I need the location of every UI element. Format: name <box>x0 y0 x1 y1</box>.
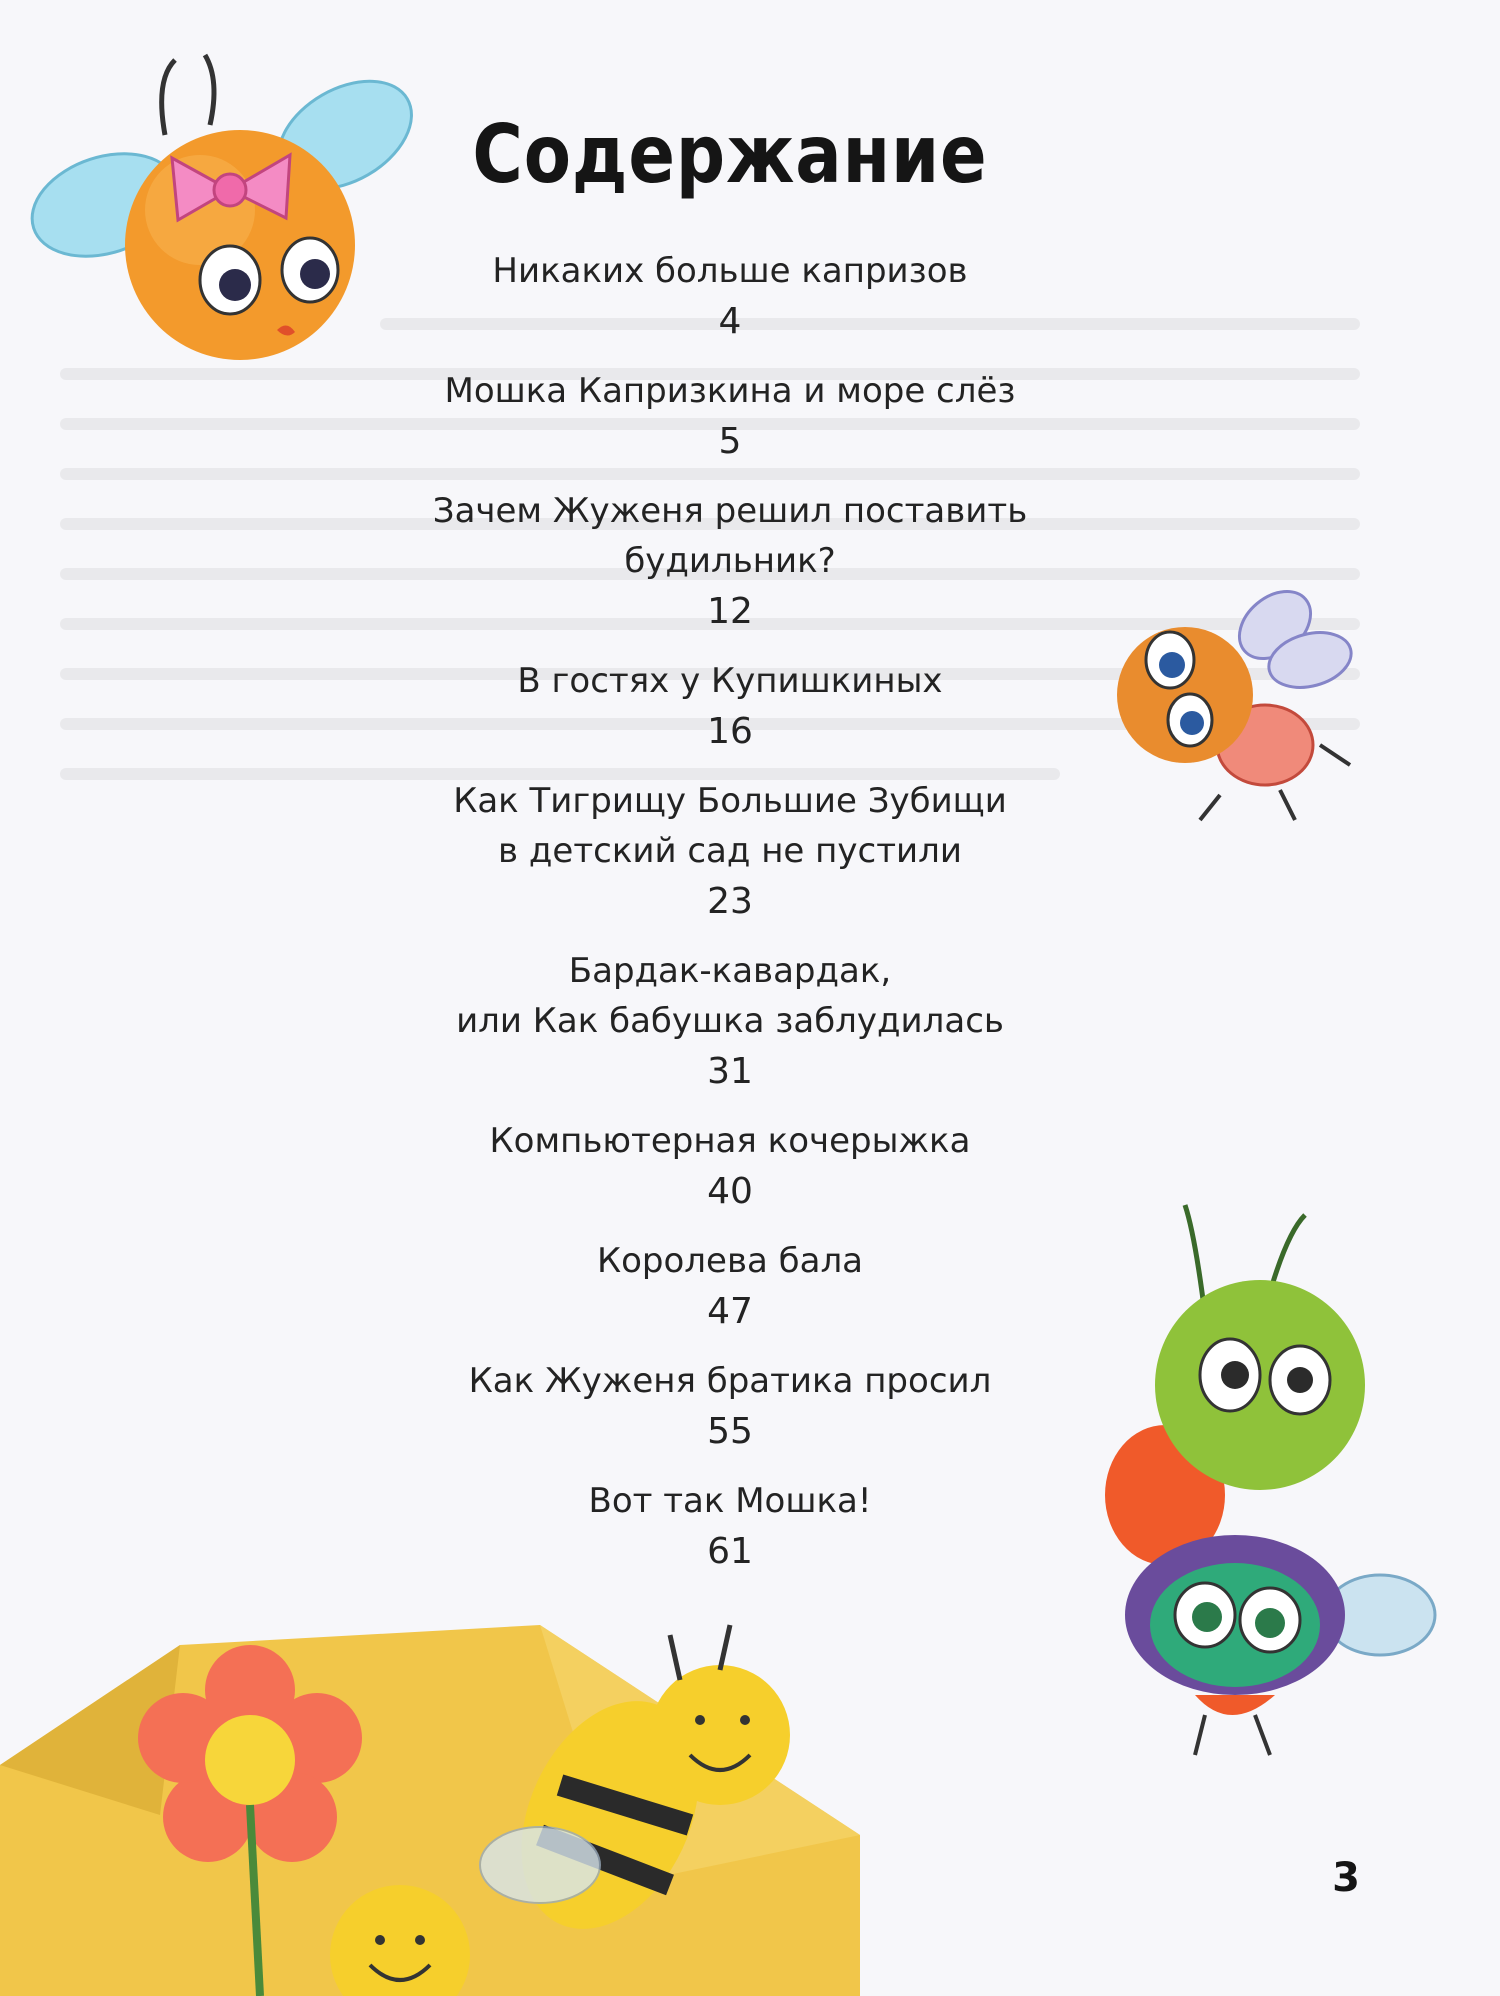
page-number: 3 <box>1332 1855 1360 1901</box>
box-with-flower-and-bees-illustration <box>0 1585 860 1996</box>
toc-entry <box>250 1236 1210 1338</box>
toc-entry <box>250 946 1210 1098</box>
table-of-contents <box>250 246 1210 1596</box>
toc-entry-title: Королева бала <box>596 1241 864 1281</box>
toc-entry-title: Как Тигрищу Большие Зубищи в детский сад не пустили <box>453 781 1007 871</box>
toc-entry-page: 31 <box>707 1051 753 1092</box>
toc-entry-title: Бардак-кавардак, или Как бабушка заблудилась <box>456 951 1004 1041</box>
toc-entry-title: Вот так Мошка! <box>588 1481 872 1521</box>
toc-entry <box>250 776 1210 928</box>
toc-entry <box>250 1476 1210 1578</box>
toc-entry-page: 12 <box>707 591 753 632</box>
toc-entry-page: 5 <box>718 421 742 462</box>
toc-entry-title: Никаких больше капризов <box>492 251 968 291</box>
toc-entry-page: 23 <box>707 881 753 922</box>
toc-entry-title: Зачем Жуженя решил поставить будильник? <box>432 491 1028 581</box>
toc-entry <box>250 246 1210 348</box>
toc-entry-page: 61 <box>707 1531 753 1572</box>
toc-entry-page: 4 <box>718 301 742 342</box>
toc-entry-page: 47 <box>707 1291 753 1332</box>
toc-entry <box>250 1116 1210 1218</box>
toc-entry <box>250 1356 1210 1458</box>
toc-entry-page: 40 <box>707 1171 753 1212</box>
toc-entry-title: В гостях у Купишкиных <box>517 661 943 701</box>
toc-entry <box>250 486 1210 638</box>
toc-entry <box>250 366 1210 468</box>
toc-entry <box>250 656 1210 758</box>
toc-entry-page: 55 <box>707 1411 753 1452</box>
toc-entry-title: Компьютерная кочерыжка <box>489 1121 971 1161</box>
page-title: Содержание <box>472 108 988 201</box>
toc-entry-title: Как Жуженя братика просил <box>468 1361 992 1401</box>
toc-entry-page: 16 <box>707 711 753 752</box>
toc-entry-title: Мошка Капризкина и море слёз <box>444 371 1016 411</box>
